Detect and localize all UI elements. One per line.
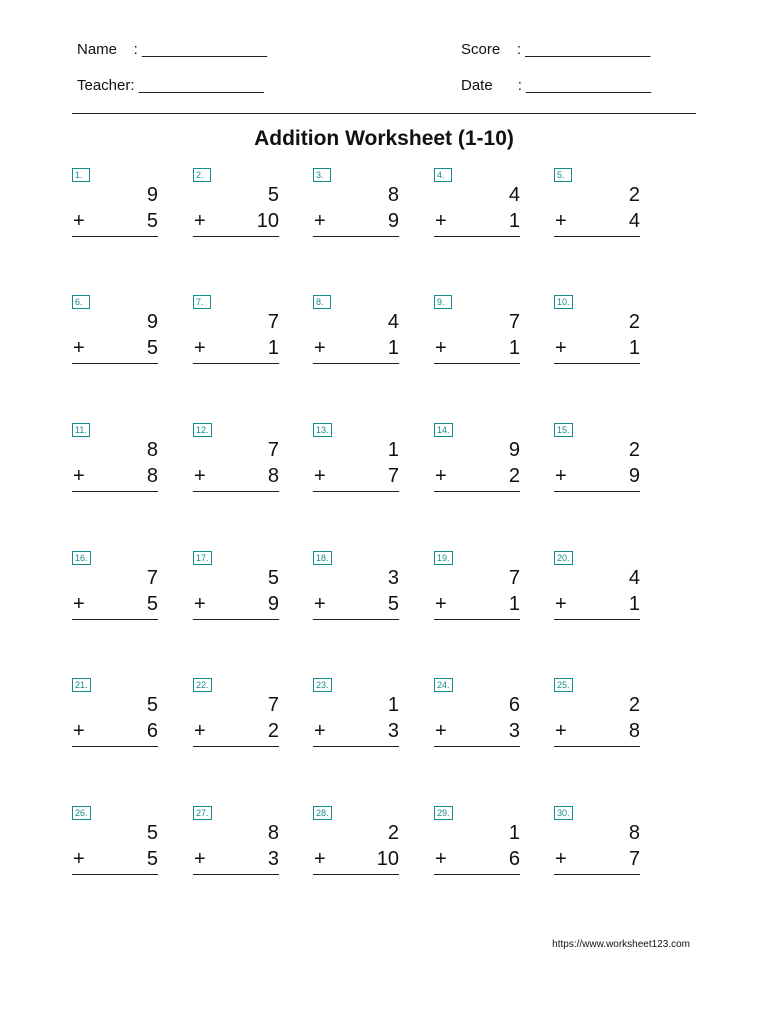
page-title: Addition Worksheet (1-10) — [254, 127, 514, 150]
plus-sign: + — [73, 593, 85, 615]
plus-sign: + — [73, 848, 85, 870]
plus-sign: + — [314, 337, 326, 359]
plus-sign: + — [194, 337, 206, 359]
answer-line — [313, 619, 399, 620]
plus-sign: + — [555, 210, 567, 232]
first-addend: 5 — [146, 822, 158, 844]
problem-item — [313, 168, 399, 246]
teacher-field: Teacher: _______________ — [77, 77, 264, 94]
answer-line — [554, 874, 640, 875]
plus-sign: + — [194, 848, 206, 870]
problem-item — [313, 295, 399, 373]
first-addend: 1 — [387, 694, 399, 716]
problem-number: 2. — [193, 168, 211, 182]
problem-item — [193, 168, 279, 246]
plus-sign: + — [314, 210, 326, 232]
problem-item — [554, 168, 640, 246]
problem-number: 25. — [554, 678, 573, 692]
plus-sign: + — [435, 337, 447, 359]
first-addend: 2 — [628, 694, 640, 716]
second-addend: 6 — [508, 848, 520, 870]
answer-line — [313, 874, 399, 875]
plus-sign: + — [314, 848, 326, 870]
plus-sign: + — [435, 848, 447, 870]
answer-line — [72, 874, 158, 875]
problem-item — [72, 423, 158, 501]
second-addend: 10 — [256, 210, 279, 232]
problem-number: 24. — [434, 678, 453, 692]
answer-line — [193, 746, 279, 747]
problem-number: 11. — [72, 423, 90, 437]
second-addend: 1 — [387, 337, 399, 359]
problem-item — [554, 551, 640, 629]
first-addend: 4 — [387, 311, 399, 333]
answer-line — [313, 746, 399, 747]
problem-number: 4. — [434, 168, 452, 182]
first-addend: 7 — [267, 694, 279, 716]
problem-number: 8. — [313, 295, 331, 309]
plus-sign: + — [314, 593, 326, 615]
second-addend: 5 — [146, 848, 158, 870]
first-addend: 1 — [387, 439, 399, 461]
answer-line — [193, 236, 279, 237]
answer-line — [434, 874, 520, 875]
second-addend: 1 — [628, 337, 640, 359]
plus-sign: + — [194, 593, 206, 615]
second-addend: 3 — [387, 720, 399, 742]
score-field: Score : _______________ — [461, 41, 651, 58]
problem-item — [554, 295, 640, 373]
plus-sign: + — [555, 720, 567, 742]
problem-number: 7. — [193, 295, 211, 309]
problem-number: 5. — [554, 168, 572, 182]
problem-number: 3. — [313, 168, 331, 182]
problem-item — [72, 551, 158, 629]
answer-line — [72, 236, 158, 237]
second-addend: 1 — [628, 593, 640, 615]
second-addend: 1 — [508, 337, 520, 359]
first-addend: 7 — [267, 439, 279, 461]
answer-line — [434, 746, 520, 747]
answer-line — [72, 619, 158, 620]
problem-item — [434, 168, 520, 246]
problem-item — [554, 423, 640, 501]
problem-number: 14. — [434, 423, 453, 437]
first-addend: 9 — [508, 439, 520, 461]
problem-number: 20. — [554, 551, 573, 565]
second-addend: 8 — [146, 465, 158, 487]
first-addend: 8 — [146, 439, 158, 461]
second-addend: 1 — [508, 593, 520, 615]
first-addend: 9 — [146, 311, 158, 333]
plus-sign: + — [435, 720, 447, 742]
plus-sign: + — [435, 593, 447, 615]
first-addend: 6 — [508, 694, 520, 716]
plus-sign: + — [73, 720, 85, 742]
second-addend: 2 — [508, 465, 520, 487]
first-addend: 9 — [146, 184, 158, 206]
first-addend: 7 — [508, 311, 520, 333]
second-addend: 3 — [267, 848, 279, 870]
second-addend: 8 — [628, 720, 640, 742]
problem-number: 19. — [434, 551, 453, 565]
second-addend: 5 — [387, 593, 399, 615]
problem-item — [434, 806, 520, 884]
first-addend: 8 — [387, 184, 399, 206]
answer-line — [72, 363, 158, 364]
answer-line — [193, 363, 279, 364]
answer-line — [313, 363, 399, 364]
plus-sign: + — [73, 337, 85, 359]
second-addend: 8 — [267, 465, 279, 487]
answer-line — [193, 874, 279, 875]
answer-line — [313, 236, 399, 237]
problem-item — [434, 295, 520, 373]
problem-number: 6. — [72, 295, 90, 309]
answer-line — [434, 236, 520, 237]
problem-number: 18. — [313, 551, 332, 565]
problem-number: 1. — [72, 168, 90, 182]
problem-number: 9. — [434, 295, 452, 309]
first-addend: 2 — [387, 822, 399, 844]
problem-number: 12. — [193, 423, 212, 437]
answer-line — [434, 491, 520, 492]
problem-item — [193, 423, 279, 501]
second-addend: 9 — [387, 210, 399, 232]
problem-item — [72, 678, 158, 756]
first-addend: 2 — [628, 311, 640, 333]
second-addend: 7 — [628, 848, 640, 870]
plus-sign: + — [555, 465, 567, 487]
plus-sign: + — [194, 465, 206, 487]
second-addend: 1 — [508, 210, 520, 232]
problem-item — [554, 806, 640, 884]
first-addend: 4 — [628, 567, 640, 589]
problem-number: 23. — [313, 678, 332, 692]
problem-item — [313, 806, 399, 884]
problem-number: 27. — [193, 806, 212, 820]
problem-item — [313, 551, 399, 629]
first-addend: 3 — [387, 567, 399, 589]
problem-item — [434, 551, 520, 629]
problem-number: 15. — [554, 423, 573, 437]
answer-line — [554, 619, 640, 620]
plus-sign: + — [314, 720, 326, 742]
problem-item — [72, 295, 158, 373]
problem-item — [434, 423, 520, 501]
problem-number: 17. — [193, 551, 212, 565]
second-addend: 5 — [146, 337, 158, 359]
problem-item — [313, 678, 399, 756]
problem-item — [554, 678, 640, 756]
first-addend: 5 — [267, 567, 279, 589]
answer-line — [313, 491, 399, 492]
plus-sign: + — [194, 720, 206, 742]
answer-line — [434, 619, 520, 620]
plus-sign: + — [314, 465, 326, 487]
answer-line — [72, 491, 158, 492]
plus-sign: + — [194, 210, 206, 232]
first-addend: 2 — [628, 184, 640, 206]
first-addend: 8 — [267, 822, 279, 844]
problem-number: 10. — [554, 295, 573, 309]
problem-number: 30. — [554, 806, 573, 820]
name-field: Name : _______________ — [77, 41, 268, 58]
second-addend: 3 — [508, 720, 520, 742]
first-addend: 5 — [267, 184, 279, 206]
second-addend: 10 — [376, 848, 399, 870]
plus-sign: + — [555, 848, 567, 870]
second-addend: 9 — [267, 593, 279, 615]
problem-number: 29. — [434, 806, 453, 820]
problem-number: 22. — [193, 678, 212, 692]
problem-number: 13. — [313, 423, 332, 437]
first-addend: 1 — [508, 822, 520, 844]
answer-line — [554, 491, 640, 492]
problem-item — [193, 678, 279, 756]
first-addend: 4 — [508, 184, 520, 206]
date-field: Date : _______________ — [461, 77, 652, 94]
answer-line — [434, 363, 520, 364]
answer-line — [193, 619, 279, 620]
problem-item — [193, 806, 279, 884]
problem-item — [313, 423, 399, 501]
second-addend: 1 — [267, 337, 279, 359]
first-addend: 7 — [508, 567, 520, 589]
second-addend: 2 — [267, 720, 279, 742]
second-addend: 6 — [146, 720, 158, 742]
answer-line — [193, 491, 279, 492]
plus-sign: + — [73, 210, 85, 232]
second-addend: 5 — [146, 593, 158, 615]
second-addend: 9 — [628, 465, 640, 487]
header-divider — [72, 113, 696, 114]
first-addend: 7 — [146, 567, 158, 589]
problem-number: 16. — [72, 551, 91, 565]
footer-url: https://www.worksheet123.com — [552, 939, 690, 950]
plus-sign: + — [555, 593, 567, 615]
problem-item — [193, 551, 279, 629]
first-addend: 2 — [628, 439, 640, 461]
plus-sign: + — [435, 210, 447, 232]
answer-line — [554, 746, 640, 747]
answer-line — [554, 363, 640, 364]
answer-line — [554, 236, 640, 237]
second-addend: 5 — [146, 210, 158, 232]
first-addend: 5 — [146, 694, 158, 716]
first-addend: 7 — [267, 311, 279, 333]
problem-item — [72, 168, 158, 246]
first-addend: 8 — [628, 822, 640, 844]
plus-sign: + — [73, 465, 85, 487]
problem-item — [434, 678, 520, 756]
problem-number: 26. — [72, 806, 91, 820]
second-addend: 7 — [387, 465, 399, 487]
problem-number: 21. — [72, 678, 91, 692]
problem-item — [193, 295, 279, 373]
problem-number: 28. — [313, 806, 332, 820]
problem-item — [72, 806, 158, 884]
answer-line — [72, 746, 158, 747]
plus-sign: + — [435, 465, 447, 487]
second-addend: 4 — [628, 210, 640, 232]
plus-sign: + — [555, 337, 567, 359]
